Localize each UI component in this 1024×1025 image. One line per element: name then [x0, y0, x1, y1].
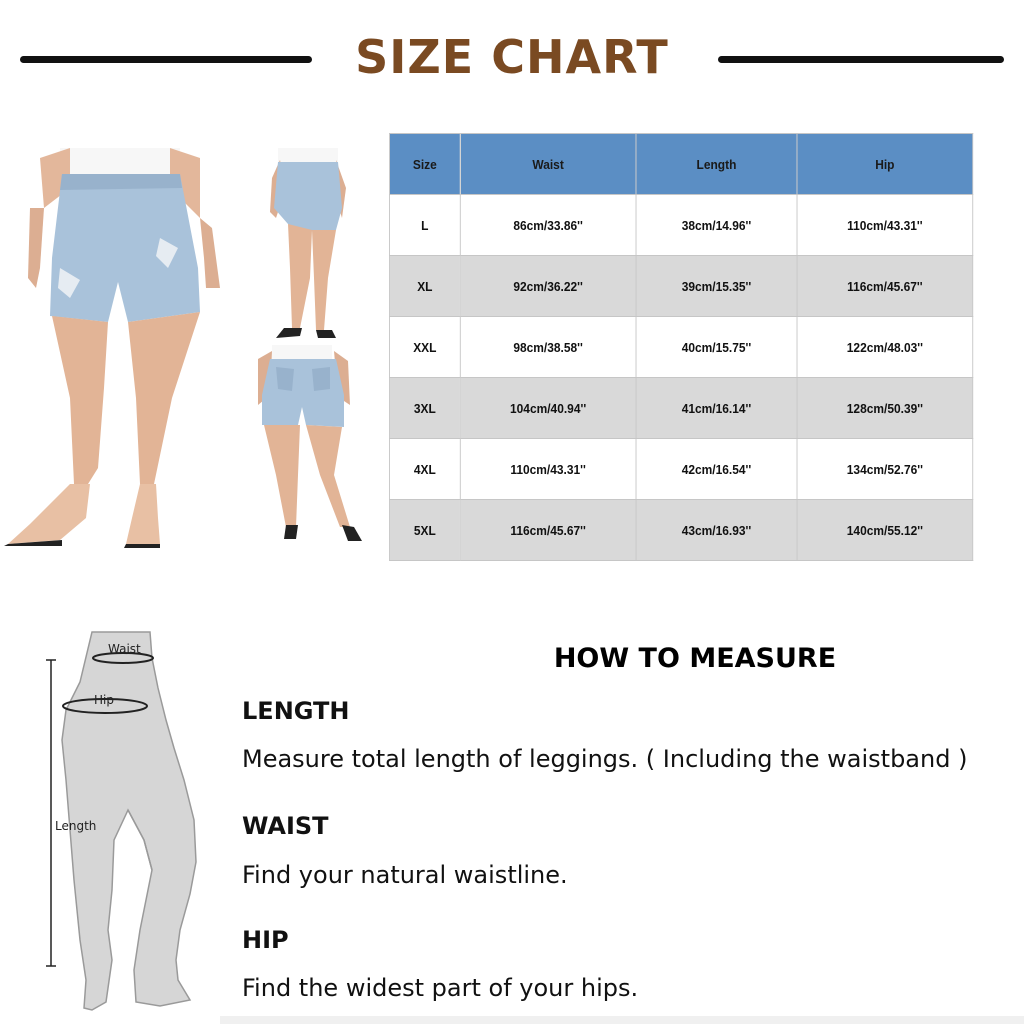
- title-rule-right: [718, 56, 1004, 63]
- cell-size: 3XL: [389, 378, 460, 439]
- cell-length: 42cm/16.54'': [636, 439, 797, 500]
- length-heading: LENGTH: [242, 697, 350, 725]
- cell-waist: 104cm/40.94'': [460, 378, 636, 439]
- waist-instructions: Find your natural waistline.: [242, 861, 568, 889]
- cell-length: 38cm/14.96'': [636, 195, 797, 256]
- table-row: [389, 317, 972, 378]
- cell-waist: 98cm/38.58'': [460, 317, 636, 378]
- cell-length: 41cm/16.14'': [636, 378, 797, 439]
- column-header-waist: Waist: [460, 134, 636, 195]
- cell-hip: 140cm/55.12'': [797, 500, 973, 561]
- cell-hip: 110cm/43.31'': [797, 195, 973, 256]
- cell-waist: 110cm/43.31'': [460, 439, 636, 500]
- hip-instructions: Find the widest part of your hips.: [242, 974, 639, 1002]
- column-header-hip: Hip: [797, 134, 973, 195]
- cell-hip: 134cm/52.76'': [797, 439, 973, 500]
- waist-heading: WAIST: [242, 812, 329, 840]
- cell-length: 40cm/15.75'': [636, 317, 797, 378]
- table-row: [389, 378, 972, 439]
- cell-hip: 122cm/48.03'': [797, 317, 973, 378]
- cell-hip: 116cm/45.67'': [797, 256, 973, 317]
- length-instructions: Measure total length of leggings. ( Including the waistband ): [242, 745, 968, 773]
- cell-size: XL: [389, 256, 460, 317]
- cell-length: 39cm/15.35'': [636, 256, 797, 317]
- figure-label-hip: Hip: [94, 693, 114, 707]
- table-row: [389, 500, 972, 561]
- page-title: SIZE CHART: [355, 30, 669, 84]
- bottom-divider: [220, 1016, 1024, 1024]
- table-row: [389, 256, 972, 317]
- cell-size: 5XL: [389, 500, 460, 561]
- size-table: [389, 133, 973, 561]
- figure-label-waist: Waist: [108, 642, 141, 656]
- cell-hip: 128cm/50.39'': [797, 378, 973, 439]
- how-to-measure-title: HOW TO MEASURE: [553, 643, 837, 674]
- table-row: [389, 195, 972, 256]
- cell-waist: 92cm/36.22'': [460, 256, 636, 317]
- product-photo-front: [0, 148, 230, 548]
- measurement-figure: [40, 630, 210, 1025]
- product-photo-back: [250, 345, 365, 545]
- cell-length: 43cm/16.93'': [636, 500, 797, 561]
- table-header-row: [389, 134, 972, 195]
- cell-size: XXL: [389, 317, 460, 378]
- column-header-size: Size: [389, 134, 460, 195]
- product-photo-side: [266, 148, 351, 340]
- cell-size: 4XL: [389, 439, 460, 500]
- cell-waist: 116cm/45.67'': [460, 500, 636, 561]
- column-header-length: Length: [636, 134, 797, 195]
- table-row: [389, 439, 972, 500]
- cell-waist: 86cm/33.86'': [460, 195, 636, 256]
- cell-size: L: [389, 195, 460, 256]
- figure-label-length: Length: [55, 819, 97, 833]
- hip-heading: HIP: [242, 926, 289, 954]
